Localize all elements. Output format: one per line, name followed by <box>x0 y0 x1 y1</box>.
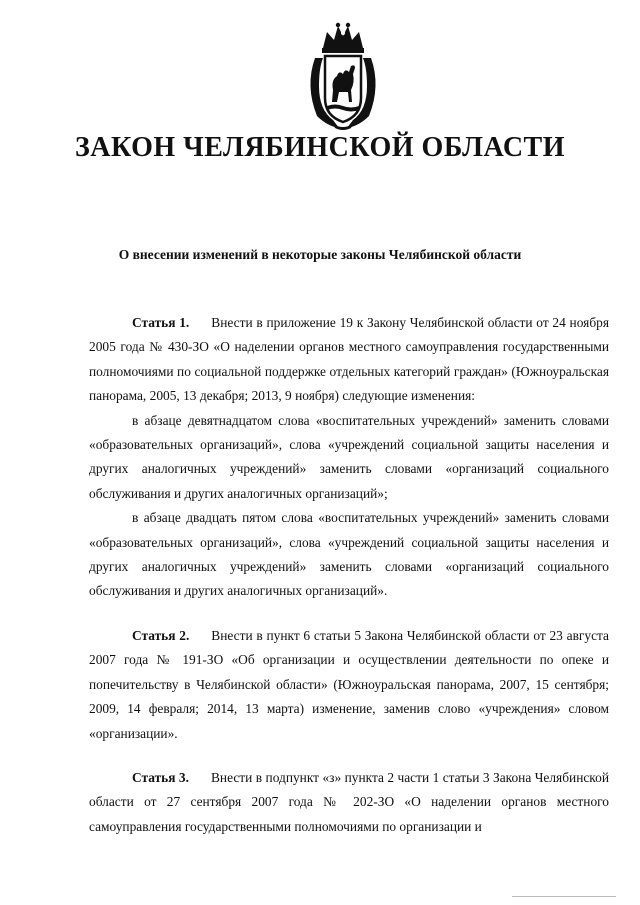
document-subtitle: О внесении изменений в некоторые законы Челябинской области <box>118 247 522 262</box>
article-paragraph: в абзаце двадцать пятом слова «воспитательных учреждений» заменить словами «образовательных организаций», слова «учреждений социальной защиты населения и других аналогичных учреждений» заменить словами «организаций социального обслуживания и других аналогичных организаций». <box>89 510 609 599</box>
article-1 <box>89 311 609 409</box>
article-text: Внести в приложение 19 к Закону Челябинской области от 24 ноября 2005 года № 430-ЗО «О наделении органов местного самоуправления государственными полномочиями по социальной поддержке отдельных категорий граждан» (Южноуральская панорама, 2005, 13 декабря; 2013, 9 ноября) следующие изменения: <box>89 315 609 404</box>
article-label: Статья 2. <box>132 627 190 643</box>
page-edge-mark <box>512 896 616 897</box>
article-paragraph: в абзаце девятнадцатом слова «воспитательных учреждений» заменить словами «образовательных организаций», слова «учреждений социальной защиты населения и других аналогичных учреждений» заменить словами «организаций социального обслуживания и других аналогичных организаций»; <box>89 412 609 501</box>
document-title: ЗАКОН ЧЕЛЯБИНСКОЙ ОБЛАСТИ <box>74 132 566 163</box>
chelyabinsk-coat-of-arms-icon <box>303 20 383 132</box>
article-text: Внести в подпункт «з» пункта 2 части 1 статьи 3 Закона Челябинской области от 27 сентября 2007 года № 202-ЗО «О наделении органов местного самоуправления государственными полномочиями по организации и <box>89 769 609 834</box>
document-body <box>89 311 609 839</box>
article-text: Внести в пункт 6 статьи 5 Закона Челябинской области от 23 августа 2007 года № 191-ЗО «Об организации и осуществлении деятельности по опеке и попечительству в Челябинской области» (Южноуральская панорама, 2007, 15 сентября; 2009, 14 февраля; 2014, 13 марта) изменение, заменив слово «учреждения» словом «организации». <box>89 627 609 741</box>
article-label: Статья 3. <box>132 769 189 785</box>
article-label: Статья 1. <box>132 315 190 330</box>
article-2 <box>89 624 609 746</box>
article-3 <box>89 766 609 839</box>
